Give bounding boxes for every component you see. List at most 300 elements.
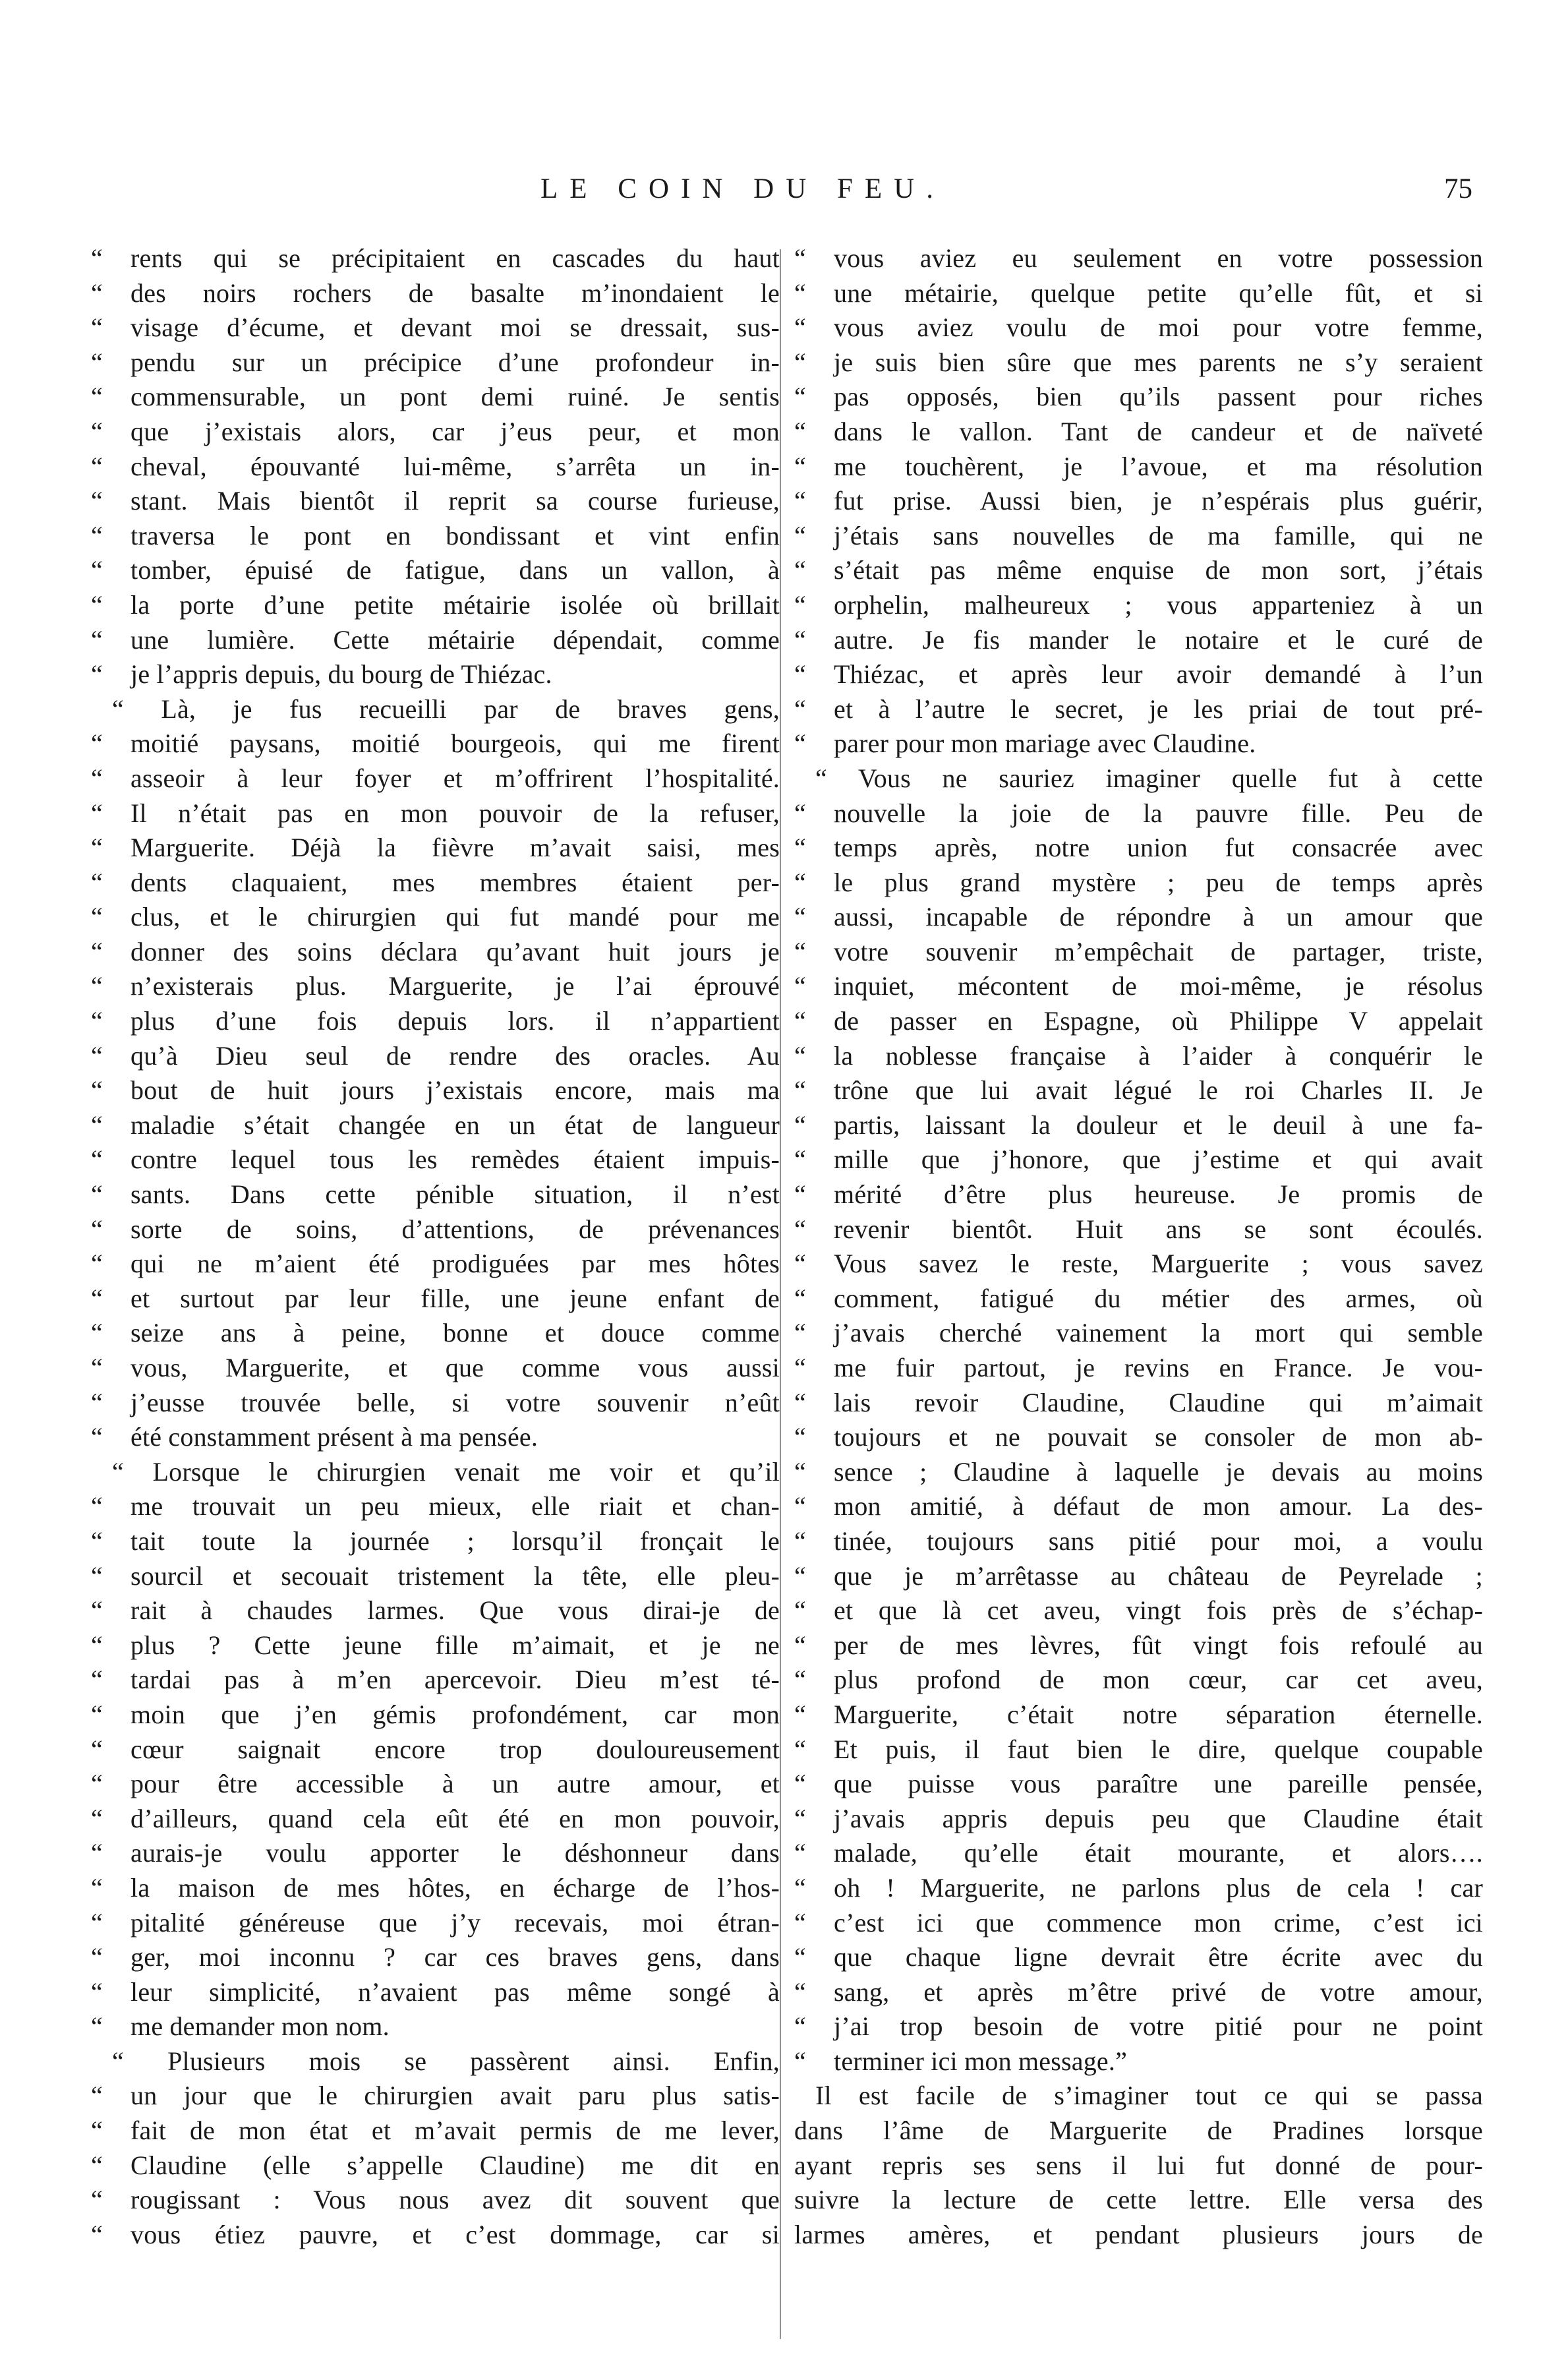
line-text: rait à chaudes larmes. Que vous dirai-je de xyxy=(131,1595,780,1626)
quote-mark: “ xyxy=(91,1595,103,1626)
line-text: et à l’autre le secret, je les priai de tout pré- xyxy=(834,694,1483,724)
quote-mark: “ xyxy=(91,1665,103,1695)
text-line xyxy=(91,867,780,902)
line-text: leur simplicité, n’avaient pas même songé à xyxy=(131,1976,780,2007)
text-line xyxy=(91,1491,780,1525)
text-line xyxy=(794,1630,1483,1665)
text-line xyxy=(794,1525,1483,1560)
text-line xyxy=(91,2150,780,2185)
text-line xyxy=(91,1941,780,1976)
quote-mark: “ xyxy=(794,1560,806,1591)
text-line xyxy=(91,1803,780,1838)
text-line xyxy=(91,1110,780,1144)
line-text: comment, fatigué du métier des armes, où xyxy=(834,1283,1483,1313)
quote-mark: “ xyxy=(91,2011,103,2042)
quote-mark: “ xyxy=(794,867,806,897)
quote-mark: “ xyxy=(794,1006,806,1036)
text-line xyxy=(91,1595,780,1630)
line-text: votre souvenir m’empêchait de partager, triste, xyxy=(834,936,1483,966)
quote-mark: “ xyxy=(91,520,103,550)
line-text: nouvelle la joie de la pauvre fille. Peu de xyxy=(834,798,1483,828)
line-text: Il est facile de s’imaginer tout ce qui se passa xyxy=(815,2081,1483,2111)
line-text: autre. Je fis mander le notaire et le curé de xyxy=(834,624,1483,655)
quote-mark: “ xyxy=(794,1040,806,1071)
quote-mark: “ xyxy=(794,1525,806,1556)
quote-mark: “ xyxy=(91,1110,103,1140)
quote-mark: “ xyxy=(91,416,103,446)
line-text: moin que j’en gémis profondément, car mon xyxy=(131,1699,780,1729)
line-text: s’était pas même enquise de mon sort, j’étais xyxy=(834,555,1483,585)
text-line xyxy=(91,1525,780,1560)
line-text: partis, laissant la douleur et le deuil à une fa- xyxy=(834,1110,1483,1140)
quote-mark: “ xyxy=(794,1872,806,1903)
line-text: aussi, incapable de répondre à un amour que xyxy=(834,902,1483,932)
quote-mark: “ xyxy=(91,624,103,655)
line-text: parer pour mon mariage avec Claudine. xyxy=(834,728,1256,759)
text-line xyxy=(794,1734,1483,1769)
quote-mark: “ xyxy=(794,1283,806,1313)
quote-mark: “ xyxy=(91,278,103,308)
text-line xyxy=(91,763,780,798)
line-text: tomber, épuisé de fatigue, dans un vallon, à xyxy=(131,555,780,585)
text-line xyxy=(794,1421,1483,1456)
text-line xyxy=(91,728,780,763)
line-text: suivre la lecture de cette lettre. Elle versa des xyxy=(794,2185,1483,2215)
text-line xyxy=(91,1976,780,2011)
quote-mark: “ xyxy=(794,902,806,932)
text-line xyxy=(794,728,1483,763)
quote-mark: “ xyxy=(91,1734,103,1764)
quote-mark: “ xyxy=(91,555,103,585)
text-line xyxy=(91,2011,780,2046)
text-line xyxy=(794,312,1483,347)
quote-mark: “ xyxy=(91,1942,103,1972)
quote-mark: “ xyxy=(91,1353,103,1382)
text-line xyxy=(91,1734,780,1769)
line-text: plus ? Cette jeune fille m’aimait, et je ne xyxy=(131,1630,780,1660)
line-text: cœur saignait encore trop douloureusement xyxy=(131,1734,780,1764)
text-line xyxy=(91,520,780,555)
line-text: une lumière. Cette métairie dépendait, comme xyxy=(131,624,780,655)
text-line xyxy=(91,832,780,867)
quote-mark: “ xyxy=(91,1630,103,1660)
text-line xyxy=(794,2046,1483,2081)
text-line xyxy=(794,1005,1483,1040)
quote-mark: “ xyxy=(91,902,103,932)
line-text: fait de mon état et m’avait permis de me lever, xyxy=(131,2116,780,2146)
page-number: 75 xyxy=(1444,173,1472,204)
line-text: rougissant : Vous nous avez dit souvent que xyxy=(131,2185,780,2215)
quote-mark: “ xyxy=(794,1422,806,1452)
line-text: clus, et le chirurgien qui fut mandé pour me xyxy=(131,902,780,932)
text-line xyxy=(91,1907,780,1942)
quote-mark: “ xyxy=(91,1872,103,1903)
line-text: pas opposés, bien qu’ils passent pour riches xyxy=(834,382,1483,412)
line-text: oh ! Marguerite, ne parlons plus de cela ! car xyxy=(834,1872,1483,1903)
line-text: que j’existais alors, car j’eus peur, et mon xyxy=(131,416,780,446)
quote-mark: “ xyxy=(794,936,806,966)
quote-mark: “ xyxy=(91,312,103,343)
quote-mark: “ xyxy=(794,520,806,550)
line-text: tait toute la journée ; lorsqu’il fronçait le xyxy=(131,1525,780,1556)
text-line xyxy=(91,485,780,520)
line-text: contre lequel tous les remèdes étaient impuis- xyxy=(131,1144,780,1175)
line-text: j’étais sans nouvelles de ma famille, qui ne xyxy=(834,520,1483,550)
line-text: le plus grand mystère ; peu de temps après xyxy=(834,867,1483,897)
quote-mark: “ xyxy=(794,1249,806,1279)
quote-mark: “ xyxy=(91,1179,103,1210)
quote-mark: “ xyxy=(91,1525,103,1556)
quote-mark: “ xyxy=(794,1699,806,1729)
quote-mark: “ xyxy=(91,2219,103,2249)
quote-mark: “ xyxy=(794,451,806,481)
line-text: que chaque ligne devrait être écrite avec du xyxy=(834,1942,1483,1972)
text-line xyxy=(91,1075,780,1110)
quote-mark: “ xyxy=(91,1907,103,1938)
text-line xyxy=(794,1699,1483,1734)
text-line xyxy=(91,624,780,659)
text-line xyxy=(91,1664,780,1699)
line-text: stant. Mais bientôt il reprit sa course furieuse, xyxy=(131,486,780,516)
text-line xyxy=(794,1387,1483,1422)
line-text: sence ; Claudine à laquelle je devais au moins xyxy=(834,1456,1483,1487)
line-text: Et puis, il faut bien le dire, quelque coupable xyxy=(834,1734,1483,1764)
quote-mark: “ xyxy=(91,1803,103,1833)
quote-mark: “ xyxy=(794,728,806,759)
quote-mark: “ xyxy=(794,1665,806,1695)
line-text: été constamment présent à ma pensée. xyxy=(131,1422,538,1452)
line-text: “ Lorsque le chirurgien venait me voir et qu’il xyxy=(112,1456,780,1487)
line-text: que puisse vous paraître une pareille pensée, xyxy=(834,1769,1483,1799)
line-text: la noblesse française à l’aider à conquérir le xyxy=(834,1040,1483,1071)
text-line xyxy=(794,520,1483,555)
text-line xyxy=(794,1595,1483,1630)
quote-mark: “ xyxy=(91,1491,103,1522)
line-text: orphelin, malheureux ; vous apparteniez à un xyxy=(834,589,1483,620)
text-line xyxy=(794,2150,1483,2185)
quote-mark: “ xyxy=(91,1699,103,1729)
text-line xyxy=(91,2184,780,2219)
text-line xyxy=(794,901,1483,936)
quote-mark: “ xyxy=(794,694,806,724)
text-line xyxy=(91,901,780,936)
text-line xyxy=(91,1283,780,1318)
text-line xyxy=(794,1456,1483,1491)
line-text: et surtout par leur fille, une jeune enfant de xyxy=(131,1283,780,1313)
line-text: mon amitié, à défaut de mon amour. La des- xyxy=(834,1491,1483,1522)
quote-mark: “ xyxy=(794,243,806,273)
line-text: pour être accessible à un autre amour, et xyxy=(131,1769,780,1799)
line-text: je l’appris depuis, du bourg de Thiézac. xyxy=(131,659,552,690)
line-text: des noirs rochers de basalte m’inondaient le xyxy=(131,278,780,308)
line-text: j’avais cherché vainement la mort qui semble xyxy=(834,1318,1483,1348)
line-text: pendu sur un précipice d’une profondeur in- xyxy=(131,347,780,377)
quote-mark: “ xyxy=(91,2116,103,2146)
line-text: “ Plusieurs mois se passèrent ainsi. Enfin, xyxy=(112,2046,780,2076)
line-text: Il n’était pas en mon pouvoir de la refuser, xyxy=(131,798,780,828)
text-line xyxy=(91,659,780,694)
text-line xyxy=(91,936,780,971)
text-line xyxy=(794,624,1483,659)
text-line xyxy=(794,798,1483,833)
line-text: j’ai trop besoin de votre pitié pour ne point xyxy=(834,2011,1483,2042)
text-line xyxy=(794,936,1483,971)
line-text: me trouvait un peu mieux, elle riait et chan- xyxy=(131,1491,780,1522)
quote-mark: “ xyxy=(91,243,103,273)
text-line xyxy=(91,1317,780,1352)
line-text: malade, qu’elle était mourante, et alors…. xyxy=(834,1838,1483,1868)
text-line xyxy=(91,694,780,728)
text-line xyxy=(91,1872,780,1907)
line-text: dans le vallon. Tant de candeur et de naïveté xyxy=(834,416,1483,446)
line-text: n’existerais plus. Marguerite, je l’ai éprouvé xyxy=(131,971,780,1001)
line-text: vous aviez voulu de moi pour votre femme, xyxy=(834,312,1483,343)
text-line xyxy=(91,451,780,486)
line-text: sourcil et secouait tristement la tête, elle pleu- xyxy=(131,1560,780,1591)
line-text: la maison de mes hôtes, en écharge de l’hos- xyxy=(131,1872,780,1903)
line-text: Thiézac, et après leur avoir demandé à l’un xyxy=(834,659,1483,690)
text-line xyxy=(91,1040,780,1075)
quote-mark: “ xyxy=(91,1249,103,1279)
text-line xyxy=(794,1872,1483,1907)
line-text: ger, moi inconnu ? car ces braves gens, dans xyxy=(131,1942,780,1972)
quote-mark: “ xyxy=(91,1214,103,1244)
line-text: temps après, notre union fut consacrée avec xyxy=(834,833,1483,863)
line-text: qui ne m’aient été prodiguées par mes hôtes xyxy=(131,1249,780,1279)
text-line xyxy=(794,970,1483,1005)
line-text: plus d’une fois depuis lors. il n’appartient xyxy=(131,1006,780,1036)
text-line xyxy=(794,278,1483,312)
running-title: LE COIN DU FEU. xyxy=(540,173,945,204)
running-head xyxy=(0,173,1568,212)
text-line xyxy=(91,1421,780,1456)
line-text: que je m’arrêtasse au château de Peyrelade ; xyxy=(834,1560,1483,1591)
line-text: et que là cet aveu, vingt fois près de s’échap- xyxy=(834,1595,1483,1626)
line-text: mille que j’honore, que j’estime et qui avait xyxy=(834,1144,1483,1175)
quote-mark: “ xyxy=(794,1110,806,1140)
quote-mark: “ xyxy=(794,589,806,620)
quote-mark: “ xyxy=(91,382,103,412)
text-line xyxy=(91,554,780,589)
text-line xyxy=(91,970,780,1005)
text-line xyxy=(794,2080,1483,2115)
line-text: maladie s’était changée en un état de langueur xyxy=(131,1110,780,1140)
text-line xyxy=(91,2080,780,2115)
text-line xyxy=(91,1005,780,1040)
quote-mark: “ xyxy=(794,1179,806,1210)
line-text: Claudine (elle s’appelle Claudine) me dit en xyxy=(131,2150,780,2180)
quote-mark: “ xyxy=(794,416,806,446)
text-line xyxy=(91,1352,780,1387)
quote-mark: “ xyxy=(91,2081,103,2111)
quote-mark: “ xyxy=(794,486,806,516)
text-line xyxy=(794,694,1483,728)
quote-mark: “ xyxy=(91,451,103,481)
right-text-column xyxy=(794,243,1483,2339)
text-line xyxy=(794,1491,1483,1525)
text-line xyxy=(91,1837,780,1872)
line-text: vous étiez pauvre, et c’est dommage, car si xyxy=(131,2219,780,2249)
line-text: revenir bientôt. Huit ans se sont écoulés. xyxy=(834,1214,1483,1244)
quote-mark: “ xyxy=(794,1387,806,1417)
line-text: j’eusse trouvée belle, si votre souvenir n’eût xyxy=(131,1387,780,1417)
line-text: commensurable, un pont demi ruiné. Je sentis xyxy=(131,382,780,412)
text-line xyxy=(794,1075,1483,1110)
quote-mark: “ xyxy=(794,1144,806,1175)
quote-mark: “ xyxy=(91,798,103,828)
text-line xyxy=(794,2115,1483,2150)
quote-mark: “ xyxy=(91,1769,103,1799)
line-text: lais revoir Claudine, Claudine qui m’aimait xyxy=(834,1387,1483,1417)
quote-mark: “ xyxy=(794,2011,806,2042)
text-line xyxy=(794,1907,1483,1942)
text-line xyxy=(794,1283,1483,1318)
line-text: per de mes lèvres, fût vingt fois refoulé au xyxy=(834,1630,1483,1660)
text-line xyxy=(794,1664,1483,1699)
quote-mark: “ xyxy=(91,589,103,620)
text-line xyxy=(794,1214,1483,1249)
text-line xyxy=(794,2011,1483,2046)
text-line xyxy=(91,1179,780,1214)
quote-mark: “ xyxy=(794,1976,806,2007)
quote-mark: “ xyxy=(91,1387,103,1417)
text-line xyxy=(794,416,1483,451)
text-line xyxy=(794,589,1483,624)
quote-mark: “ xyxy=(794,1907,806,1938)
text-line xyxy=(91,2219,780,2254)
line-text: ayant repris ses sens il lui fut donné de pour- xyxy=(794,2150,1483,2180)
line-text: qu’à Dieu seul de rendre des oracles. Au xyxy=(131,1040,780,1071)
quote-mark: “ xyxy=(91,936,103,966)
quote-mark: “ xyxy=(794,382,806,412)
line-text: aurais-je voulu apporter le déshonneur dans xyxy=(131,1838,780,1868)
line-text: cheval, épouvanté lui-même, s’arrêta un in- xyxy=(131,451,780,481)
line-text: la porte d’une petite métairie isolée où brillait xyxy=(131,589,780,620)
quote-mark: “ xyxy=(91,1040,103,1071)
text-line xyxy=(794,763,1483,798)
line-text: bout de huit jours j’existais encore, mais ma xyxy=(131,1075,780,1106)
quote-mark: “ xyxy=(91,2150,103,2180)
text-line xyxy=(794,554,1483,589)
quote-mark: “ xyxy=(91,1422,103,1452)
quote-mark: “ xyxy=(91,763,103,793)
text-line xyxy=(794,1976,1483,2011)
line-text: un jour que le chirurgien avait paru plus satis- xyxy=(131,2081,780,2111)
line-text: terminer ici mon message.” xyxy=(834,2046,1128,2076)
quote-mark: “ xyxy=(91,347,103,377)
text-line xyxy=(91,1768,780,1803)
line-text: visage d’écume, et devant moi se dressait, sus- xyxy=(131,312,780,343)
line-text: me touchèrent, je l’avoue, et ma résolution xyxy=(834,451,1483,481)
text-line xyxy=(91,1630,780,1665)
line-text: d’ailleurs, quand cela eût été en mon pouvoir, xyxy=(131,1803,780,1833)
line-text: trône que lui avait légué le roi Charles II. Je xyxy=(834,1075,1483,1106)
line-text: de passer en Espagne, où Philippe V appelait xyxy=(834,1006,1483,1036)
quote-mark: “ xyxy=(91,867,103,897)
quote-mark: “ xyxy=(794,971,806,1001)
text-line xyxy=(91,381,780,416)
text-line xyxy=(794,485,1483,520)
text-line xyxy=(794,1110,1483,1144)
text-line xyxy=(794,381,1483,416)
quote-mark: “ xyxy=(91,971,103,1001)
text-line xyxy=(794,1768,1483,1803)
line-text: fut prise. Aussi bien, je n’espérais plus guérir, xyxy=(834,486,1483,516)
quote-mark: “ xyxy=(91,1838,103,1868)
column-divider xyxy=(780,249,781,2339)
quote-mark: “ xyxy=(794,659,806,690)
quote-mark: “ xyxy=(794,1353,806,1382)
quote-mark: “ xyxy=(794,1075,806,1106)
text-line xyxy=(794,1941,1483,1976)
line-text: vous, Marguerite, et que comme vous aussi xyxy=(131,1353,780,1382)
line-text: asseoir à leur foyer et m’offrirent l’hospitalité. xyxy=(131,763,780,793)
text-line xyxy=(91,589,780,624)
quote-mark: “ xyxy=(794,2046,806,2076)
line-text: sang, et après m’être privé de votre amour, xyxy=(834,1976,1483,2007)
text-line xyxy=(91,416,780,451)
text-line xyxy=(794,659,1483,694)
line-text: inquiet, mécontent de moi-même, je résolus xyxy=(834,971,1483,1001)
line-text: Marguerite, c’était notre séparation éternelle. xyxy=(834,1699,1483,1729)
quote-mark: “ xyxy=(91,1976,103,2007)
text-line xyxy=(794,867,1483,902)
quote-mark: “ xyxy=(794,1734,806,1764)
quote-mark: “ xyxy=(91,1144,103,1175)
quote-mark: “ xyxy=(91,1006,103,1036)
quote-mark: “ xyxy=(794,278,806,308)
line-text: me fuir partout, je revins en France. Je vou- xyxy=(834,1353,1483,1382)
text-line xyxy=(91,1387,780,1422)
text-line xyxy=(91,1456,780,1491)
text-line xyxy=(91,798,780,833)
quote-mark: “ xyxy=(794,1769,806,1799)
text-line xyxy=(794,243,1483,278)
text-line xyxy=(794,1317,1483,1352)
text-line xyxy=(794,1179,1483,1214)
text-line xyxy=(794,832,1483,867)
quote-mark: “ xyxy=(794,1595,806,1626)
text-line xyxy=(794,1248,1483,1283)
text-line xyxy=(794,1560,1483,1595)
text-line xyxy=(91,312,780,347)
line-text: j’avais appris depuis peu que Claudine était xyxy=(834,1803,1483,1833)
quote-mark: “ xyxy=(91,659,103,690)
quote-mark: “ xyxy=(794,1803,806,1833)
quote-mark: “ xyxy=(91,1560,103,1591)
line-text: traversa le pont en bondissant et vint enfin xyxy=(131,520,780,550)
text-line xyxy=(91,278,780,312)
line-text: tinée, toujours sans pitié pour moi, a voulu xyxy=(834,1525,1483,1556)
line-text: tardai pas à m’en apercevoir. Dieu m’est té- xyxy=(131,1665,780,1695)
line-text: vous aviez eu seulement en votre possession xyxy=(834,243,1483,273)
text-line xyxy=(794,1040,1483,1075)
line-text: dents claquaient, mes membres étaient per- xyxy=(131,867,780,897)
quote-mark: “ xyxy=(794,1630,806,1660)
left-text-column xyxy=(91,243,780,2339)
line-text: c’est ici que commence mon crime, c’est ici xyxy=(834,1907,1483,1938)
line-text: Vous savez le reste, Marguerite ; vous savez xyxy=(834,1249,1483,1279)
quote-mark: “ xyxy=(794,1318,806,1348)
line-text: sants. Dans cette pénible situation, il n’est xyxy=(131,1179,780,1210)
text-line xyxy=(794,1352,1483,1387)
line-text: plus profond de mon cœur, car cet aveu, xyxy=(834,1665,1483,1695)
line-text: “ Vous ne sauriez imaginer quelle fut à cette xyxy=(815,763,1483,793)
line-text: moitié paysans, moitié bourgeois, qui me firent xyxy=(131,728,780,759)
quote-mark: “ xyxy=(91,728,103,759)
line-text: me demander mon nom. xyxy=(131,2011,390,2042)
quote-mark: “ xyxy=(794,1214,806,1244)
